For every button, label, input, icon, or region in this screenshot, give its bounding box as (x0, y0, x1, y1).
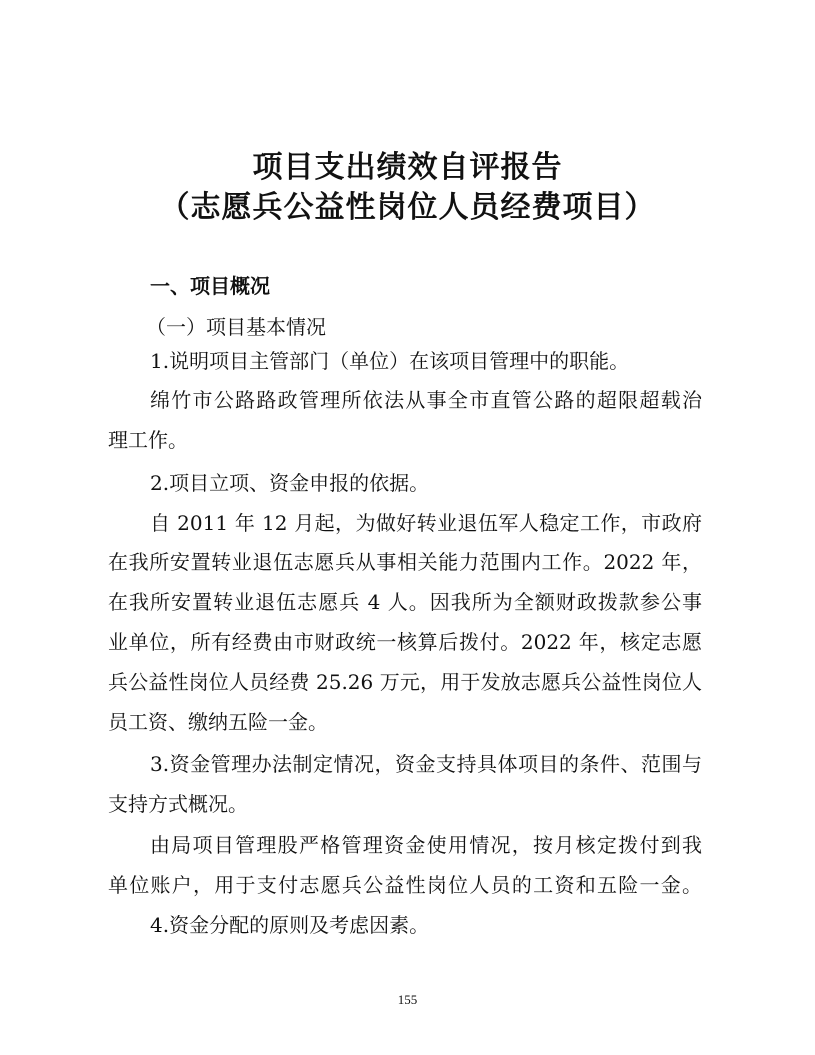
question-3-line: 支持方式概况。 (108, 792, 248, 816)
report-title: 项目支出绩效自评报告 (252, 150, 563, 185)
answer-1-line: 理工作。 (108, 428, 188, 452)
report-subtitle: （志愿兵公益性岗位人员经费项目） (159, 190, 656, 225)
subsection-heading: （一）项目基本情况 (146, 315, 326, 339)
answer-2-line: 员工资、缴纳五险一金。 (108, 710, 328, 734)
answer-2-line: 兵公益性岗位人员经费 25.26 万元，用于发放志愿兵公益性岗位人 (108, 670, 702, 694)
answer-2-line: 在我所安置转业退伍志愿兵从事相关能力范围内工作。2022 年， (108, 550, 702, 574)
section-heading: 一、项目概况 (150, 274, 270, 298)
answer-3-line: 由局项目管理股严格管理资金使用情况，按月核定拨付到我 (150, 833, 702, 857)
page-number: 155 (397, 992, 418, 1007)
question-2: 2.项目立项、资金申报的依据。 (150, 471, 430, 495)
question-1: 1.说明项目主管部门（单位）在该项目管理中的职能。 (150, 349, 630, 373)
question-3-line: 3.资金管理办法制定情况，资金支持具体项目的条件、范围与 (150, 752, 702, 776)
answer-3-line: 单位账户，用于支付志愿兵公益性岗位人员的工资和五险一金。 (108, 873, 702, 897)
answer-2-line: 业单位，所有经费由市财政统一核算后拨付。2022 年，核定志愿 (108, 630, 702, 654)
question-4: 4.资金分配的原则及考虑因素。 (150, 913, 430, 937)
answer-2-line: 自 2011 年 12 月起，为做好转业退伍军人稳定工作，市政府 (150, 511, 702, 535)
answer-1-line: 绵竹市公路路政管理所依法从事全市直管公路的超限超载治 (150, 388, 702, 412)
answer-2-line: 在我所安置转业退伍志愿兵 4 人。因我所为全额财政拨款参公事 (108, 590, 702, 614)
